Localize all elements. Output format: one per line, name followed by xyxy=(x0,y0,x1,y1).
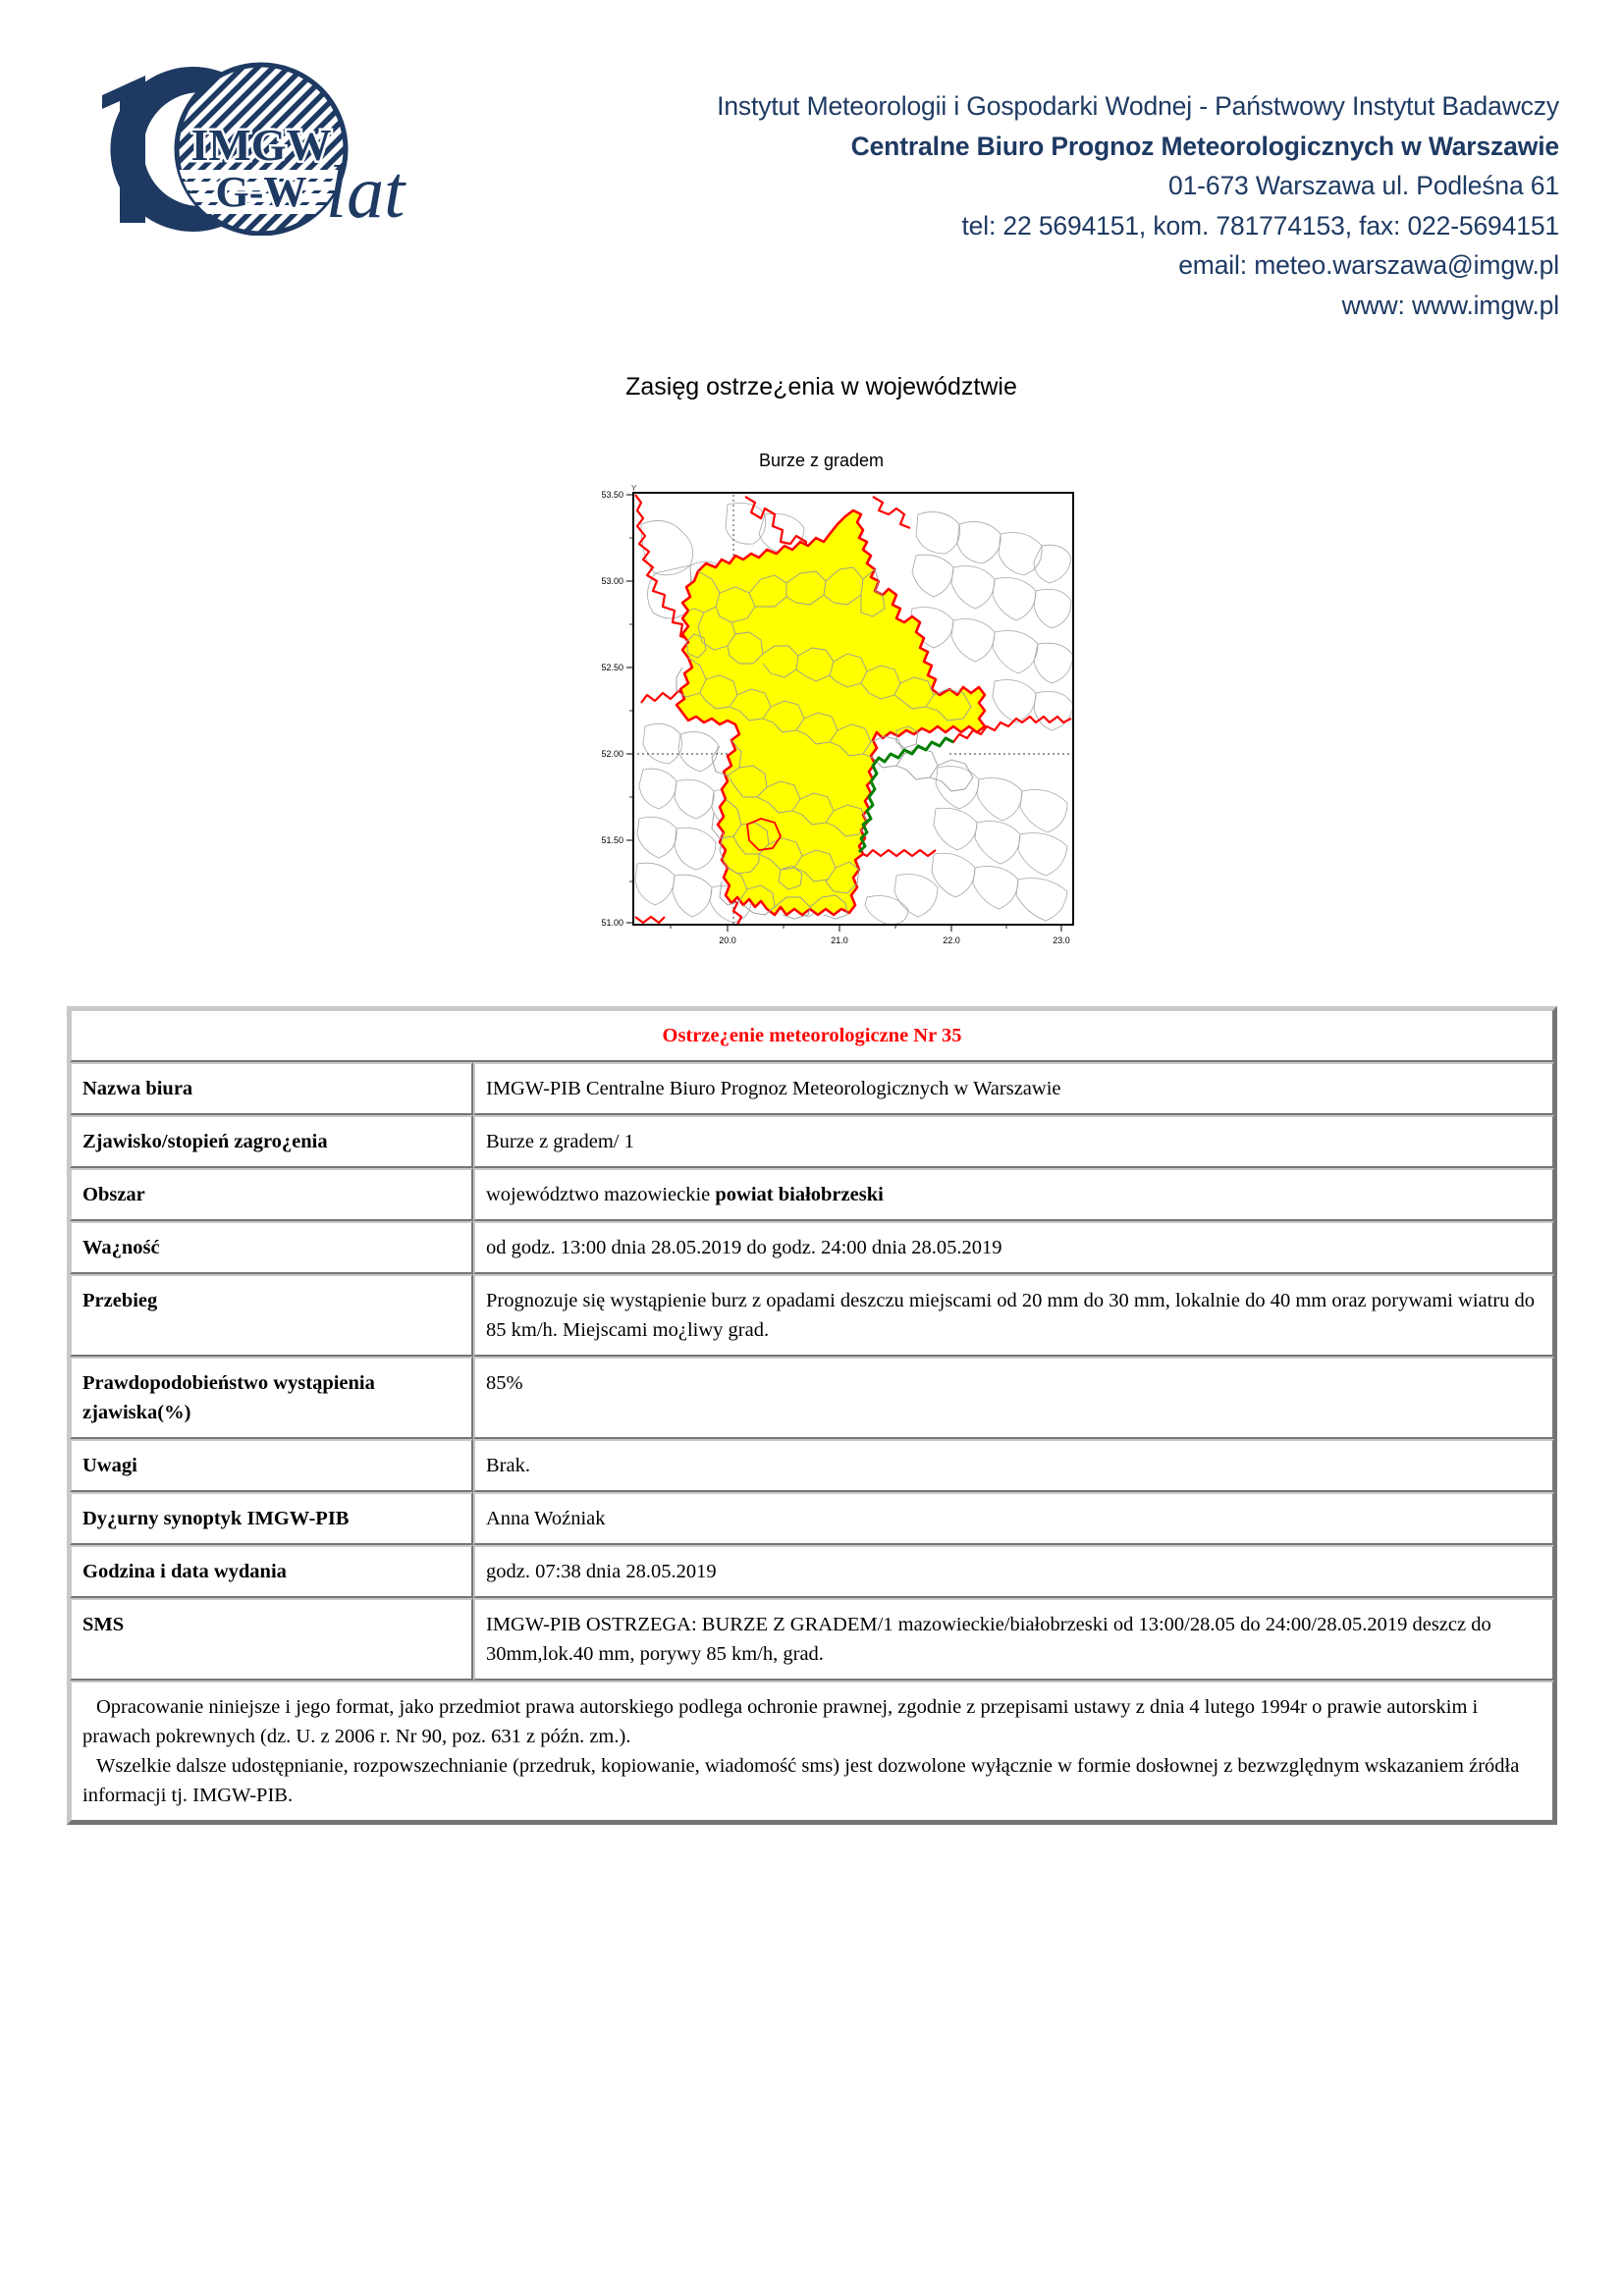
map-title: Zasięg ostrze¿enia w województwie xyxy=(625,373,1017,400)
copyright-footer xyxy=(70,1681,1554,1822)
row-label-remarks: Uwagi xyxy=(70,1439,473,1492)
table-row-footer xyxy=(70,1681,1554,1822)
header-line-website: www: www.imgw.pl xyxy=(1341,290,1559,320)
alert-title: Ostrze¿enie meteorologiczne Nr 35 xyxy=(70,1009,1554,1062)
row-label-course: Przebieg xyxy=(70,1274,473,1357)
row-label-sms: SMS xyxy=(70,1598,473,1681)
header-line-address: 01-673 Warszawa ul. Podleśna 61 xyxy=(1168,171,1559,200)
map-ytick-3: 52.00 xyxy=(600,749,623,759)
row-value-probability: 85% xyxy=(473,1357,1554,1439)
row-label-probability: Prawdopodobieństwo wystąpienia zjawiska(%) xyxy=(70,1357,473,1439)
table-row xyxy=(70,1221,1554,1274)
map-ytick-5: 51.00 xyxy=(600,918,623,928)
page-header xyxy=(0,0,1623,324)
table-row xyxy=(70,1545,1554,1598)
row-value-remarks: Brak. xyxy=(473,1439,1554,1492)
row-value-area-prefix: województwo mazowieckie xyxy=(486,1184,716,1205)
row-value-sms: IMGW-PIB OSTRZEGA: BURZE Z GRADEM/1 mazowieckie/białobrzeski od 13:00/28.05 do 24:00/28.05.2019 deszcz do 30mm,lok.40 mm, porywy 85 km/h, grad. xyxy=(473,1598,1554,1681)
map-xtick-2: 22.0 xyxy=(942,935,960,945)
map-xtick-0: 20.0 xyxy=(718,935,736,945)
table-row-title xyxy=(70,1009,1554,1062)
table-row xyxy=(70,1598,1554,1681)
row-value-phenomenon: Burze z gradem/ 1 xyxy=(473,1115,1554,1168)
table-row xyxy=(70,1115,1554,1168)
map-ytick-1: 53.00 xyxy=(600,576,623,586)
map-xtick-1: 21.0 xyxy=(830,935,848,945)
copyright-paragraph-1: Opracowanie niniejsze i jego format, jako przedmiot prawa autorskiego podlega ochronie prawnej, zgodnie z przepisami ustawy z dnia 4 lutego 1994r o prawie autorskim i prawach pokrewnych (dz. U. z 2006 r. Nr 90, poz. 631 z późn. zm.). xyxy=(82,1696,1479,1747)
map-figure xyxy=(572,485,1083,971)
institute-contact-block xyxy=(577,86,1559,325)
row-label-issued: Godzina i data wydania xyxy=(70,1545,473,1598)
table-row xyxy=(70,1274,1554,1357)
logo-emblem-bottom-text: G-W xyxy=(215,168,307,216)
row-label-office: Nazwa biura xyxy=(70,1062,473,1115)
logo-lat-text: lat xyxy=(326,151,406,234)
map-xtick-3: 23.0 xyxy=(1052,935,1070,945)
header-line-email: email: meteo.warszawa@imgw.pl xyxy=(1178,250,1559,280)
logo-emblem-top-text: IMGW xyxy=(190,120,332,170)
imgw-100-lat-logo xyxy=(69,54,481,236)
row-value-synoptician: Anna Woźniak xyxy=(473,1492,1554,1545)
table-row xyxy=(70,1439,1554,1492)
copyright-paragraph-2: Wszelkie dalsze udostępnianie, rozpowszechnianie (przedruk, kopiowanie, wiadomość sms) jest dozwolone wyłącznie w formie dosłownej z bezwzględnym wskazaniem źródła informacji tj. IMGW-PIB. xyxy=(82,1755,1520,1806)
row-value-issued: godz. 07:38 dnia 28.05.2019 xyxy=(473,1545,1554,1598)
map-y-axis-label: Y xyxy=(630,485,636,493)
row-label-phenomenon: Zjawisko/stopień zagro¿enia xyxy=(70,1115,473,1168)
table-row xyxy=(70,1357,1554,1439)
meteorological-warning-table xyxy=(67,1006,1557,1825)
map-ytick-2: 52.50 xyxy=(600,663,623,672)
row-label-area: Obszar xyxy=(70,1168,473,1221)
row-value-area xyxy=(473,1168,1554,1221)
header-line-institute: Instytut Meteorologii i Gospodarki Wodnej - Państwowy Instytut Badawczy xyxy=(717,91,1559,121)
table-row xyxy=(70,1492,1554,1545)
header-line-bureau: Centralne Biuro Prognoz Meteorologicznych w Warszawie xyxy=(850,131,1559,161)
row-value-area-county: powiat białobrzeski xyxy=(715,1184,884,1205)
row-value-validity: od godz. 13:00 dnia 28.05.2019 do godz. 24:00 dnia 28.05.2019 xyxy=(473,1221,1554,1274)
header-line-phone: tel: 22 5694151, kom. 781774153, fax: 022-5694151 xyxy=(961,210,1559,240)
row-label-synoptician: Dy¿urny synoptyk IMGW-PIB xyxy=(70,1492,473,1545)
warning-map-block xyxy=(0,373,1623,971)
map-subtitle: Burze z gradem xyxy=(758,451,885,470)
row-label-validity: Wa¿ność xyxy=(70,1221,473,1274)
table-row xyxy=(70,1062,1554,1115)
table-row xyxy=(70,1168,1554,1221)
map-ytick-4: 51.50 xyxy=(600,835,623,845)
row-value-office: IMGW-PIB Centralne Biuro Prognoz Meteorologicznych w Warszawie xyxy=(473,1062,1554,1115)
map-ytick-0: 53.50 xyxy=(600,490,623,500)
row-value-course: Prognozuje się wystąpienie burz z opadami deszczu miejscami od 20 mm do 30 mm, lokalnie do 40 mm oraz porywami wiatru do 85 km/h. Miejscami mo¿liwy grad. xyxy=(473,1274,1554,1357)
